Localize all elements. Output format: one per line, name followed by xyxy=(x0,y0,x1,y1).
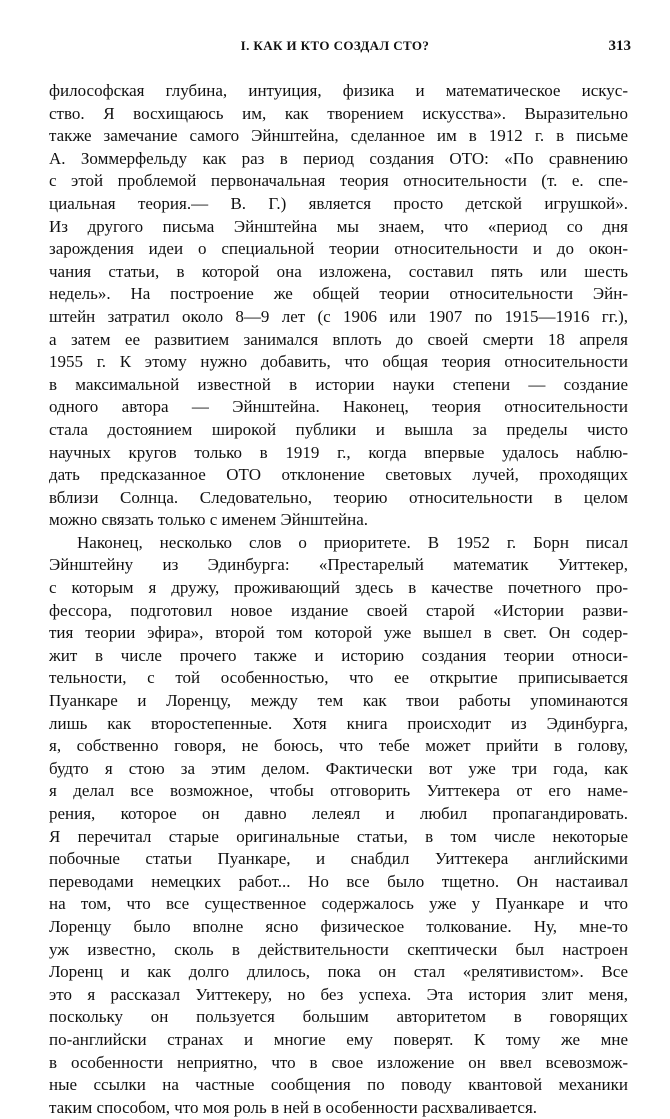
text-line: научных кругов только в 1919 г., когда впервые удалось наблю- xyxy=(49,442,628,462)
text-line: философская глубина, интуиция, физика и математическое искус- xyxy=(49,81,628,100)
paragraph-2 xyxy=(49,532,628,1119)
text-line: переводами немецких работ... Но все было тщетно. Он настаивал xyxy=(49,871,628,891)
text-line: циальная теория.— В. Г.) является просто детской игрушкой». xyxy=(49,193,628,213)
text-line: фессора, подготовил новое издание своей старой «Истории разви- xyxy=(49,600,628,620)
text-line: Эйнштейну из Эдинбурга: «Престарелый математик Уиттекер, xyxy=(49,555,628,575)
text-line: рения, которое он давно лелеял и любил пропагандировать. xyxy=(49,804,628,823)
text-line: вблизи Солнца. Следовательно, теорию относительности в целом xyxy=(49,487,628,507)
text-line: дать предсказанное ОТО отклонение световых лучей, проходящих xyxy=(49,465,628,485)
text-line: на том, что все существенное содержалось уже у Пуанкаре и что xyxy=(49,894,628,914)
text-line: одного автора — Эйнштейна. Наконец, теория относительности xyxy=(49,397,628,417)
page-number: 313 xyxy=(608,38,631,54)
text-line: ство. Я восхищаюсь им, как творением искусства». Выразительно xyxy=(49,103,628,123)
text-line: Лоренцу было вполне ясно физическое толкование. Ну, мне-то xyxy=(49,916,628,936)
text-line: Пуанкаре и Лоренцу, между тем как твои работы упоминаются xyxy=(49,691,628,711)
page-header xyxy=(0,38,670,62)
text-line: это я рассказал Уиттекеру, но без успеха. Эта история злит меня, xyxy=(49,984,628,1004)
text-line: таким способом, что моя роль в ней в особенности расхваливается. xyxy=(49,1097,538,1117)
text-line: зарождения идеи о специальной теории относительности и до окон- xyxy=(49,239,628,259)
text-line: жит в числе прочего также и историю создания теории относи- xyxy=(49,645,628,665)
text-line: в максимальной известной в истории науки степени — создание xyxy=(49,374,628,394)
text-line: стала достоянием широкой публики и вышла за пределы чисто xyxy=(49,419,628,439)
text-line: с которым я дружу, проживающий здесь в качестве почетного про- xyxy=(49,578,628,598)
text-line: побочные статьи Пуанкаре, и снабдил Уиттекера английскими xyxy=(49,849,628,869)
text-line: я, собственно говоря, не боюсь, что тебе может прийти в голову, xyxy=(49,736,628,756)
text-line: поскольку он пользуется большим авторитетом в говорящих xyxy=(49,1007,628,1027)
text-line: тия теории эфира», второй том которой уже вышел в свет. Он содер- xyxy=(49,623,628,643)
text-line: будто я стою за этим делом. Фактически вот уже три года, как xyxy=(49,758,628,778)
text-line: Лоренц и как долго длилось, пока он стал «релятивистом». Все xyxy=(49,962,628,982)
paragraph-1 xyxy=(49,80,628,532)
text-line: Из другого письма Эйнштейна мы знаем, что «период со дня xyxy=(49,216,628,236)
text-line: ные ссылки на частные сообщения по поводу квантовой механики xyxy=(49,1075,628,1095)
text-line: также замечание самого Эйнштейна, сделанное им в 1912 г. в письме xyxy=(49,126,628,146)
text-line: Я перечитал старые оригинальные статьи, в том числе некоторые xyxy=(49,826,628,846)
text-line: уж известно, сколь в действительности скептически был настроен xyxy=(49,939,628,959)
text-line: можно связать только с именем Эйнштейна. xyxy=(49,510,369,530)
text-line: недель». На построение же общей теории относительности Эйн- xyxy=(49,284,628,304)
text-line: А. Зоммерфельду как раз в период создания ОТО: «По сравнению xyxy=(49,148,628,168)
text-line: с этой проблемой первоначальная теория относительности (т. е. спе- xyxy=(49,171,628,191)
text-line: тельности, с той особенностью, что ее открытие приписывается xyxy=(49,668,628,688)
text-line: я делал все возможное, чтобы отговорить Уиттекера от его наме- xyxy=(49,781,628,801)
text-line: в особенности неприятно, что в свое изложение он ввел всевозмож- xyxy=(49,1052,628,1072)
text-line: по-английски странах и многие ему поверят. К тому же мне xyxy=(49,1029,628,1049)
text-line: чания статьи, в которой она изложена, составил пять или шесть xyxy=(49,261,628,281)
text-line: штейн затратил около 8—9 лет (с 1906 или 1907 по 1915—1916 гг.), xyxy=(49,306,628,326)
text-line: 1955 г. К этому нужно добавить, что общая теория относительности xyxy=(49,352,628,372)
text-line: Наконец, несколько слов о приоритете. В 1952 г. Борн писал xyxy=(77,532,628,552)
text-line: а затем ее развитием занимался вплоть до своей смерти 18 апреля xyxy=(49,329,628,349)
body-text xyxy=(49,80,628,1119)
text-line: лишь как второстепенные. Хотя книга происходит из Эдинбурга, xyxy=(49,713,628,733)
running-head: I. КАК И КТО СОЗДАЛ СТО? xyxy=(240,38,430,53)
